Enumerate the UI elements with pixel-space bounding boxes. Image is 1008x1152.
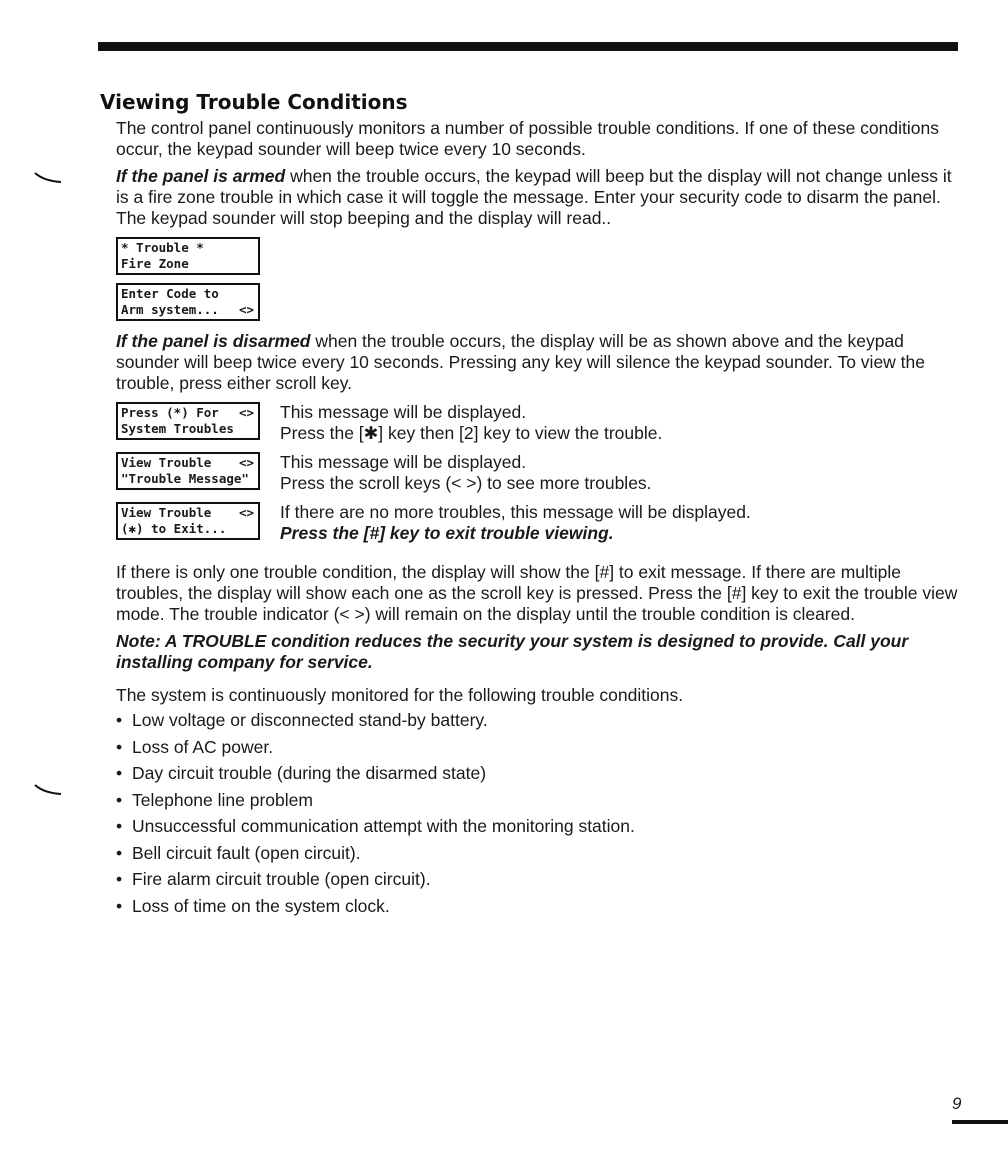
scroll-arrows-indicator: <>: [238, 405, 254, 420]
note-paragraph: Note: A TROUBLE condition reduces the security your system is designed to provide. Call your installing company for service.: [116, 631, 909, 672]
lcd-display: [116, 283, 260, 321]
step-description: [280, 452, 652, 494]
disarmed-lead: If the panel is disarmed: [116, 331, 311, 351]
list-item: • Bell circuit fault (open circuit).: [116, 843, 966, 864]
step-row: [116, 402, 966, 444]
list-item: • Day circuit trouble (during the disarmed state): [116, 763, 966, 784]
margin-tick-mark: [34, 784, 62, 796]
lcd-display: [116, 237, 260, 275]
lcd-line-2: "Trouble Message": [121, 471, 249, 486]
top-rule: [98, 42, 958, 51]
list-item: • Loss of AC power.: [116, 737, 966, 758]
armed-paragraph: [116, 166, 966, 229]
intro-paragraph: The control panel continuously monitors a number of possible trouble conditions. If one of these conditions occur, the keypad sounder will beep twice every 10 seconds.: [116, 118, 939, 159]
lcd-display: [116, 402, 260, 440]
step-text-emphasis: Press the [#] key to exit trouble viewing.: [280, 523, 614, 543]
step-text: This message will be displayed.: [280, 452, 527, 472]
lcd-line-2: System Troubles: [121, 421, 234, 436]
disarmed-text: when the trouble occurs, the display will be as shown above and the keypad sounder will beep twice every 10 seconds. Pressing any key will silence the keypad sounder. To view the trouble, press either scroll key.: [116, 331, 926, 393]
list-item: • Loss of time on the system clock.: [116, 896, 966, 917]
conditions-list: [116, 710, 966, 917]
list-item: • Unsuccessful communication attempt with the monitoring station.: [116, 816, 966, 837]
page-content: [116, 118, 966, 922]
disarmed-paragraph: [116, 331, 966, 394]
step-text: Press the [✱] key then [2] key to view the trouble.: [280, 423, 663, 443]
step-text: Press the scroll keys (< >) to see more troubles.: [280, 473, 652, 493]
scroll-arrows-indicator: <>: [238, 505, 254, 520]
list-item: • Telephone line problem: [116, 790, 966, 811]
list-item: • Low voltage or disconnected stand-by battery.: [116, 710, 966, 731]
armed-lead: If the panel is armed: [116, 166, 286, 186]
margin-tick-mark: [34, 172, 62, 184]
lcd-line-2: Fire Zone: [121, 256, 189, 271]
lcd-display: [116, 452, 260, 490]
step-description: [280, 502, 751, 544]
step-row: [116, 452, 966, 494]
lcd-line-1: View Trouble: [121, 455, 212, 470]
single-trouble-paragraph: If there is only one trouble condition, the display will show the [#] to exit message. If there are multiple troubles, the display will show each one as the scroll key is pressed. Press the [#] key to exit the trouble view mode. The trouble indicator (< >) will remain on the display until the trouble condition is cleared.: [116, 562, 958, 624]
trouble-steps: [116, 402, 966, 544]
lcd-display: [116, 502, 260, 540]
lcd-line-1: View Trouble: [121, 505, 212, 520]
lcd-line-1: * Trouble *: [121, 240, 204, 255]
armed-text: when the trouble occurs, the keypad will beep but the display will not change unless it is a fire zone trouble in which case it will toggle the message. Enter your security code to disarm the panel. The keypad sounder will stop beeping and the display will read..: [116, 166, 952, 228]
lcd-line-1: Enter Code to: [121, 286, 219, 301]
step-text: This message will be displayed.: [280, 402, 527, 422]
page-title: Viewing Trouble Conditions: [100, 90, 408, 114]
step-text: If there are no more troubles, this message will be displayed.: [280, 502, 751, 522]
list-intro: The system is continuously monitored for the following trouble conditions.: [116, 685, 684, 705]
scroll-arrows-indicator: <>: [238, 455, 254, 470]
scroll-arrows-indicator: <>: [238, 302, 254, 317]
list-item: • Fire alarm circuit trouble (open circuit).: [116, 869, 966, 890]
bottom-rule: [952, 1120, 1008, 1124]
step-row: [116, 502, 966, 544]
step-description: [280, 402, 662, 444]
armed-displays: [116, 237, 966, 321]
lcd-line-1: Press (*) For: [121, 405, 219, 420]
lcd-line-2: Arm system...: [121, 302, 219, 317]
page-number: 9: [952, 1094, 962, 1113]
lcd-line-2: (✱) to Exit...: [121, 521, 227, 536]
